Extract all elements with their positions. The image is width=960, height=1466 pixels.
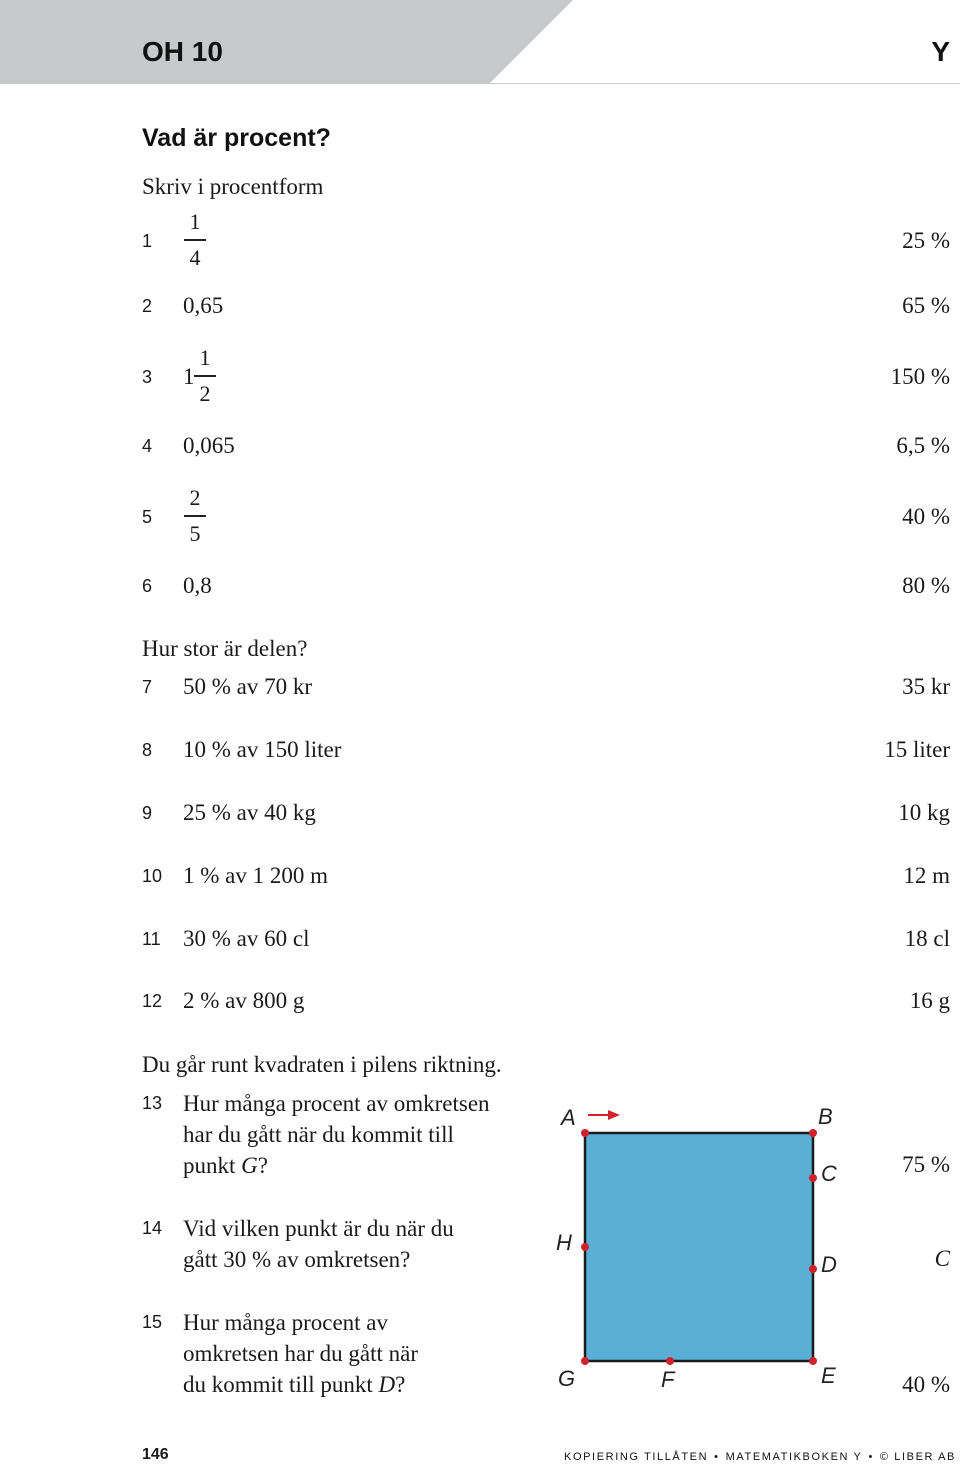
square-diagram-svg (540, 1090, 860, 1410)
point-f (666, 1357, 674, 1365)
question-number: 8 (142, 740, 153, 760)
answer: 40 % (902, 504, 950, 529)
question-number: 9 (142, 803, 153, 823)
question-line: Vid vilken punkt är du när du (183, 1216, 454, 1241)
answer: 35 kr (902, 674, 950, 699)
question-text: 50 % av 70 kr (183, 674, 313, 699)
question-text: 0,8 (183, 573, 212, 598)
mixed-whole: 1 (183, 364, 195, 389)
point-label-b: B (818, 1104, 833, 1129)
section3-intro: Du går runt kvadraten i pilens riktning. (142, 1052, 502, 1077)
point-ref: G (241, 1153, 258, 1178)
question-number: 10 (142, 866, 163, 886)
question-text: 25 % av 40 kg (183, 800, 316, 825)
question-text: 2 % av 800 g (183, 988, 305, 1013)
point-b (809, 1129, 817, 1137)
question-text: 1 % av 1 200 m (183, 863, 329, 888)
header-letter: Y (931, 36, 950, 67)
question-text: 0,065 (183, 433, 235, 458)
point-label-g: G (558, 1366, 576, 1391)
point-ref: D (378, 1372, 396, 1397)
footer-copy: KOPIERING TILLÅTEN (564, 1451, 709, 1463)
point-e (809, 1357, 817, 1365)
header-title: OH 10 (142, 36, 223, 67)
numerator: 1 (199, 345, 211, 370)
direction-arrow-head (608, 1110, 620, 1120)
answer: 15 liter (884, 737, 950, 762)
question-line: har du gått när du kommit till (183, 1122, 454, 1147)
fraction-bar (184, 515, 206, 517)
answer: 80 % (902, 573, 950, 598)
answer: 18 cl (904, 926, 950, 951)
question-mark: ? (257, 1153, 268, 1178)
question-number: 11 (142, 929, 161, 949)
question-number: 1 (142, 231, 153, 251)
answer: 16 g (909, 988, 950, 1013)
header-band (0, 0, 960, 84)
fraction (180, 484, 210, 548)
answer: 12 m (903, 863, 950, 888)
denominator: 2 (199, 380, 211, 406)
point-label-f: F (661, 1367, 675, 1392)
point-label-d: D (821, 1252, 837, 1277)
question-number: 3 (142, 367, 153, 387)
point-label-c: C (821, 1161, 837, 1186)
numerator: 1 (189, 209, 201, 234)
page-title: Vad är procent? (142, 124, 331, 152)
denominator: 5 (189, 520, 201, 546)
answer: 10 kg (898, 800, 950, 825)
answer: 75 % (902, 1152, 950, 1177)
footer-publisher: © LIBER AB (879, 1451, 956, 1463)
point-h (581, 1243, 589, 1251)
question-line-text: du kommit till punkt (183, 1372, 379, 1397)
square-diagram (540, 1090, 860, 1410)
point-d (809, 1265, 817, 1273)
numerator: 2 (189, 485, 201, 510)
fraction (180, 208, 210, 272)
point-label-e: E (821, 1363, 836, 1388)
footer-book: MATEMATIKBOKEN Y (725, 1451, 863, 1463)
question-text: 0,65 (183, 293, 224, 318)
section1-intro: Skriv i procentform (142, 174, 324, 199)
point-label-h: H (556, 1230, 572, 1255)
answer: 65 % (902, 293, 950, 318)
question-line (183, 1150, 543, 1181)
question-line (183, 1369, 543, 1400)
question-number: 6 (142, 576, 153, 596)
point-a (581, 1129, 589, 1137)
point-label-a: A (561, 1105, 576, 1130)
question-number: 4 (142, 436, 153, 456)
answer: 6,5 % (896, 433, 950, 458)
fraction (190, 344, 220, 408)
fraction-bar (184, 239, 206, 241)
question-line-text: punkt (183, 1153, 242, 1178)
point-g (581, 1357, 589, 1365)
square (585, 1133, 813, 1361)
answer: 150 % (890, 364, 950, 389)
question-line: Hur många procent av omkretsen (183, 1091, 490, 1116)
section2-intro: Hur stor är delen? (142, 636, 308, 661)
question-number: 5 (142, 507, 153, 527)
question-text (183, 1307, 543, 1400)
question-number: 2 (142, 296, 153, 316)
answer: C (934, 1246, 950, 1271)
question-number: 15 (142, 1312, 163, 1332)
question-mark: ? (395, 1372, 406, 1397)
question-text (183, 1213, 543, 1275)
footer-separator: • (714, 1451, 720, 1463)
question-number: 14 (142, 1218, 163, 1238)
question-line: gått 30 % av omkretsen? (183, 1247, 411, 1272)
point-c (809, 1174, 817, 1182)
page-number: 146 (142, 1446, 169, 1463)
question-number: 13 (142, 1093, 163, 1113)
answer: 40 % (902, 1372, 950, 1397)
fraction-bar (194, 375, 216, 377)
question-text: 30 % av 60 cl (183, 926, 310, 951)
answer: 25 % (902, 228, 950, 253)
question-line: Hur många procent av (183, 1310, 389, 1335)
question-text (183, 1088, 543, 1181)
question-number: 12 (142, 991, 163, 1011)
question-text: 10 % av 150 liter (183, 737, 342, 762)
denominator: 4 (189, 244, 201, 270)
footer-separator: • (868, 1451, 874, 1463)
question-line: omkretsen har du gått när (183, 1341, 419, 1366)
question-number: 7 (142, 677, 153, 697)
